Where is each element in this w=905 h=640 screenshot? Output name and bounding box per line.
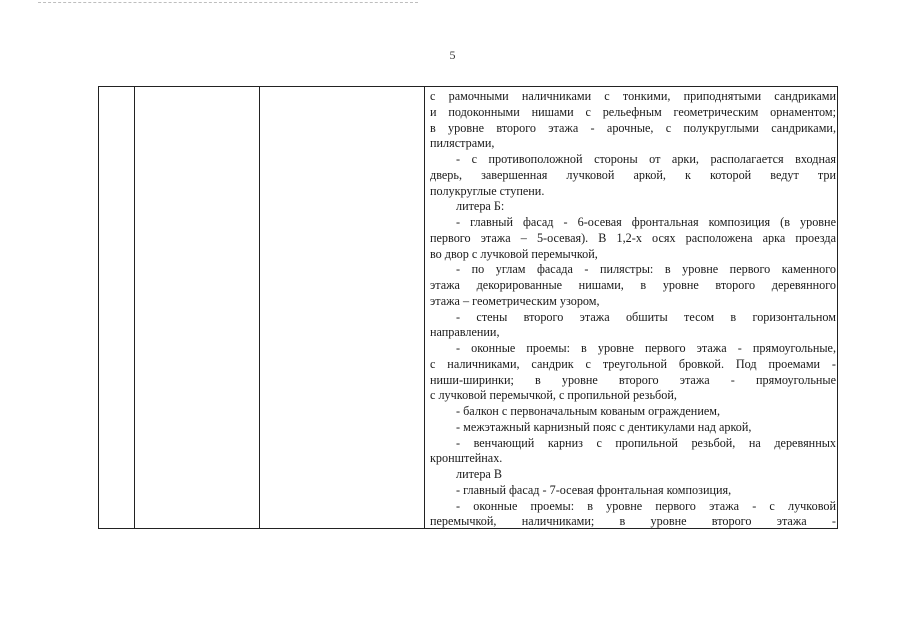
description-table (98, 86, 838, 529)
description-line: первого этажа – 5-осевая). В 1,2-х осях расположена арка проезда (430, 230, 836, 245)
description-line: - с противоположной стороны от арки, располагается входная (456, 152, 836, 166)
description-line: - главный фасад - 7-осевая фронтальная композиция, (456, 482, 732, 497)
top-scan-dashes (38, 2, 418, 5)
description-line: - стены второго этажа обшиты тесом в горизонтальном (456, 309, 836, 324)
description-line: направлении, (430, 325, 500, 340)
description-line: - венчающий карниз с пропильной резьбой, на деревянных (456, 435, 836, 450)
description-line: - межэтажный карнизный пояс с дентикулами над аркой, (456, 419, 752, 434)
description-line: в уровне второго этажа - арочные, с полукруглыми сандриками, (430, 120, 836, 135)
description-line: полукруглые ступени. (430, 183, 545, 198)
column-divider-2 (259, 87, 260, 528)
column-divider-3 (424, 87, 425, 528)
description-line: с наличниками, сандрик с треугольной бровкой. Под проемами - (430, 356, 836, 371)
description-line: - оконные проемы: в уровне первого этажа - с лучковой (456, 498, 836, 513)
description-line: кронштейнах. (430, 451, 503, 466)
description-line: с лучковой перемычкой, с пропильной резьбой, (430, 388, 677, 403)
description-line: с рамочными наличниками с тонкими, приподнятыми сандриками (430, 89, 836, 103)
description-line: - по углам фасада - пилястры: в уровне первого каменного (456, 262, 836, 277)
page-number: 5 (449, 48, 456, 62)
description-line: литера В (456, 467, 503, 481)
description-line: во двор с лучковой перемычкой, (430, 246, 598, 261)
description-line: - оконные проемы: в уровне первого этажа - прямоугольные, (456, 341, 836, 355)
description-line: - балкон с первоначальным кованым ограждением, (456, 404, 721, 418)
description-line: этажа декорированные нишами, в уровне второго деревянного (430, 278, 836, 292)
table-cell-description (430, 89, 836, 530)
description-line: пилястрами, (430, 136, 495, 151)
description-line: дверь, завершенная лучковой аркой, к которой ведут три (430, 167, 836, 182)
description-line: перемычкой, наличниками; в уровне второго этажа - (430, 514, 836, 529)
description-line: - главный фасад - 6-осевая фронтальная композиция (в уровне (456, 215, 836, 229)
column-divider-1 (134, 87, 135, 528)
description-line: этажа – геометрическим узором, (430, 293, 600, 308)
description-line: литера Б: (456, 199, 505, 214)
description-line: ниши-ширинки; в уровне второго этажа - прямоугольные (430, 372, 836, 387)
description-line: и подоконными нишами с рельефным геометрическим орнаментом; (430, 104, 836, 119)
